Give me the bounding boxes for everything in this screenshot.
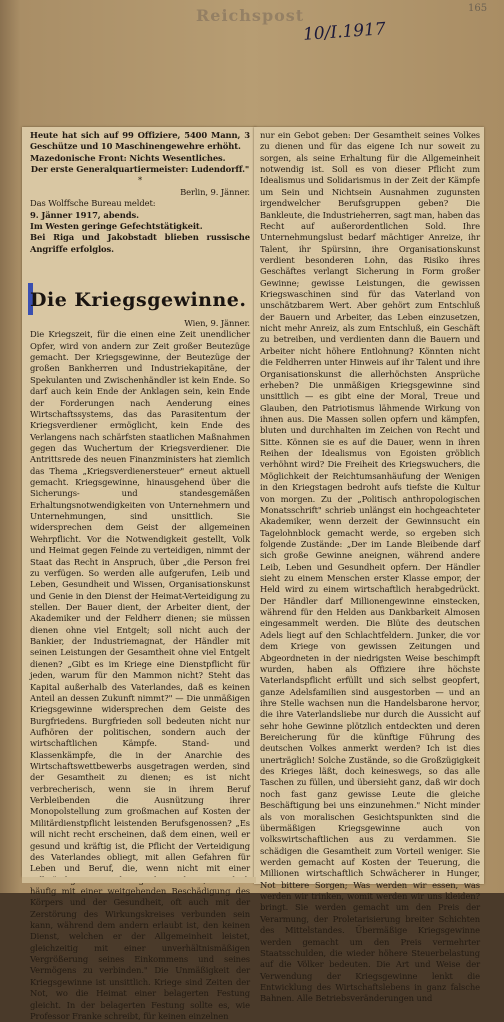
masthead-stamp: Reichspost xyxy=(196,6,305,25)
right-column-article xyxy=(260,130,480,1004)
bulletin-west: Im Westen geringe Gefechtstätigkeit. xyxy=(30,220,203,231)
news-bulletin xyxy=(30,130,250,280)
clipping-edge xyxy=(22,877,256,883)
left-column-article xyxy=(30,318,250,1021)
bulletin-source: Das Wolffsche Bureau meldet: xyxy=(30,198,156,209)
bulletin-line-2: Mazedonische Front: Nichts Wesentliches. xyxy=(30,152,226,163)
bulletin-date: 9. Jänner 1917, abends. xyxy=(30,209,139,220)
article-headline: Die Kriegsgewinne. xyxy=(30,289,247,311)
bulletin-dateline: Berlin, 9. Jänner. xyxy=(180,186,250,197)
bulletin-separator: * xyxy=(137,175,143,186)
left-column-body: Die Kriegszeit, für die einen eine Zeit unendlicher Opfer, wird von andern zur Zeit großer Beutezüge gemacht. Der Kriegsgewinne, der Beutezüge der großen Bankherren und Industriekapitäne, der Spekulanten und Zwischenhändler ist kein Ende. So darf auch kein Ende der Anklagen sein, kein Ende der Forderungen nach Aenderung eines Wirtschaftssystems, das das Parasitentum der Kriegsverdiener ermöglicht, kein Ende des Verlangens nach schärfsten staatlichen Maßnahmen gegen das Wuchertum der Kriegsverdiener. Die Antrittsrede des neuen Finanzministers hat ziemlich das Thema „Kriegsverdienersteuer" erneut aktuell gemacht. Kriegsgewinne, hinausgehend über die Sicherungs- und standesgemäßen Erhaltungsnotwendigkeiten von Unternehmern und Unternehmungen, sind unsittlich. Sie widersprechen dem Geist der allgemeinen Wehrpflicht. Vor die Notwendigkeit gestellt, Volk und Heimat gegen Feinde zu verteidigen, nimmt der Staat das Recht in Anspruch, über „die Person frei zu verfügen. So werden alle aufgerufen, Leib und Leben, Gesundheit und Wissen, Organisationskunst und Genie in den Dienst der Heimat-Verteidigung zu stellen. Der Bauer dient, der Arbeiter dient, der Akademiker und der Feldherr dienen; sie müssen dienen ohne viel Entgelt; soll nicht auch der Bankier, der Industriemagnat, der Händler mit seinen Leistungen der Gesamtheit ohne viel Entgelt dienen? „Gibt es im Kriege eine Dienstpflicht für jeden, warum für den Mammon nicht? Steht das Kapital außerhalb des Vaterlandes, daß es keinen Anteil an dessen Zukunft nimmt?" — Die unmäßigen Kriegsgewinne widersprechen dem Geiste des Burgfriedens. Burgfrieden soll bedeuten nicht nur Aufhören der politischen, sondern auch der wirtschaftlichen Kämpfe. Stand- und Klassenkämpfe, die in der Anarchie des Wirtschaftswettbewerbs ausgetragen werden, sind der Gesamtheit zu dienen; es ist nicht verbrecherisch, wenn sie in ihrem Beruf Verbleibenden die Ausnützung ihrer Monopolstellung zum großmachen auf Kosten der Militärdienstpflicht leistenden Berufsgenossen? „Es will nicht recht erscheinen, daß dem einen, weil er gesund und kräftig ist, die Pflicht der Verteidigung des Vaterlandes obliegt, mit allen Gefahren für Leben und Beruf, die, wenn nicht mit einer häufig mit einer weitgehenden Beschädigung des Körpers und der Gesundheit, oft auch mit der Zerstörung des Wirkungskreises verbunden sein kann, während dem andern erlaubt ist, den keinen Dienst, welchen er der Allgemeinheit leistet, gleichzeitig mit einer unverhältnismäßigen Vergrößerung seines Einkommens und seines Vermögens zu verbinden." Die Unmäßigkeit der Kriegsgewinne ist unsittlich. Kriege sind Zeiten der Not, wo die Heimat einer belagerten Festung gleicht. In der belagerten Festung sollte es, wie Professor Franke schreibt, für keinen einzelnen xyxy=(30,329,250,1021)
page-marker: 165 xyxy=(468,3,488,14)
bulletin-riga: Bei Riga und Jakobstadt blieben russische Angriffe erfolglos. xyxy=(30,232,250,254)
bulletin-line-1: Heute hat sich auf 99 Offiziere, 5400 Mann, 3 Geschütze und 10 Maschinengewehre erhöht. xyxy=(30,130,250,152)
article-dateline: Wien, 9. Jänner. xyxy=(184,318,250,328)
bulletin-signature: Der erste Generalquartiermeister: Ludendorff." xyxy=(30,164,250,175)
right-column-body: nur ein Gebot geben: Der Gesamtheit seines Volkes zu dienen und für das eigene Ich nur soweit zu sorgen, als seine Erhaltung für die Allgemeinheit notwendig ist. Soll es von dieser Pflicht zum Idealismus und Solidarismus in der Zeit der Kämpfe um Sein und Nichtsein Ausnahmen zugunsten irgendwelcher Berufsgruppen geben? Die Bankleute, die Industrieherren, sagt man, haben das Recht auf außerordentlichen Sold. Ihre Unternehmungslust bedarf mächtiger Anreize, ihr Talent, ihr Spürsinn, ihre Organisationskunst verdient besonderen Lohn, das Risiko ihres Geschäftes verlangt Sicherung in Form großer Gewinne; gewisse Leistungen, die gewissen Kriegswaschinen sind für das Vaterland von unschätzbarem Wert. Aber gehört zum Entschluß der Bauern und Arbeiter, das Leben einzusetzen, nicht mehr Anreiz, als zum Entschluß, ein Geschäft zu betreiben, und verdienten dann die Bauern und Arbeiter nicht höhere Entlohnung? Könnten nicht die Feldherren unter Hinweis auf ihr Talent und ihre Organisationskunst die allerhöchsten Ansprüche erheben? Die unmäßigen Kriegsgewinne sind unsittlich — es gibt eine der Moral, Treue und Glauben, den Patriotismus lähmende Wirkung von ihnen aus. Die Massen sollen opfern und kämpfen, bluten und durchhalten im Zeichen von Recht und Sitte. Können sie es auf die Dauer, wenn in ihren Reihen der Idealismus von Egoisten gröblich verhöhnt wird? Die Freiheit des Kriegswuchers, die Möglichkeit der Reichtumsanhäufung der Wenigen in den Kriegstagen bedroht aufs tiefste die Kultur von morgen. Zu der „Politisch anthropologischen Monatsschrift" schrieb unlängst ein hochgeachteter Akademiker, wenn derzeit der Gewinnsucht ein Tagelohnblock gemacht werde, so ergeben sich folgende Zustände: „Der im Lande Bleibende darf sich große Gewinne aneignen, während andere Leib, Leben und Gesundheit opfern. Der Händler sieht zu einem Menschen erster Klasse empor, der Held wird zu einem wirtschaftlich herabgedrückt. Der Händler darf Millionengewinne einstecken, während für den Helden aus Dankbarkeit Almosen eingesammelt werden. Die Blüte des deutschen Adels liegt auf den Schlachtfeldern. Junker, die vor dem Kriege von gewissen Zeitungen und Abgeordneten in der niedrigsten Weise beschimpft wurden, haben als Offiziere ihre höchste Vaterlandspflicht erfüllt und sich selbst geopfert, ganze Adelsfamilien sind ausgestorben — und an ihre Stelle wachsen nun die Handelsbarone hervor, die ihre Vaterlandsliebe nur durch die Aussicht auf sehr hohe Gewinne plötzlich entdeckten und deren Bereicherung für die künftige Führung des deutschen Volkes anmerkt werden? Ich ist dies unerträglich! Solche Zustände, so die Großzügigkeit des Krieges läßt, doch keineswegs, so das alle Taschen zu füllen, und übersieht ganz, daß wir doch noch fast ganz gewisse Leute die gleiche Beschäftigung bei uns einzunehmen." Nicht minder als von moralischen Gesichtspunkten sind die übermäßigen Kriegsgewinne auch von volkswirtschaftlichen aus zu verdammen. Sie schädigen die Gesamtheit zum Vorteil weniger. Sie werden gemacht auf Kosten der Teuerung, die Millionen wirtschaftlich Schwächerer in Hunger, Not bittere Sorgen; Was werden wir essen, was werden wir trinken, womit werden wir uns kleiden? bringt. Sie werden gemacht um den Preis der Verarmung, der Proletarisierung breiter Schichten des Mittelstandes. Übermäßige Kriegsgewinne werden gemacht um den Preis vermehrter Staatsschulden, die wieder höhere Steuerbelastung auf die Völker bedeuten. Die Art und Weise der Verwendung der Kriegsgewinne lenkt die Entwicklung des Wirtschaftslebens in ganz falsche Bahnen. Alle Betriebsveränderungen und xyxy=(260,130,480,1004)
handwritten-date: 10/I.1917 xyxy=(302,19,387,45)
